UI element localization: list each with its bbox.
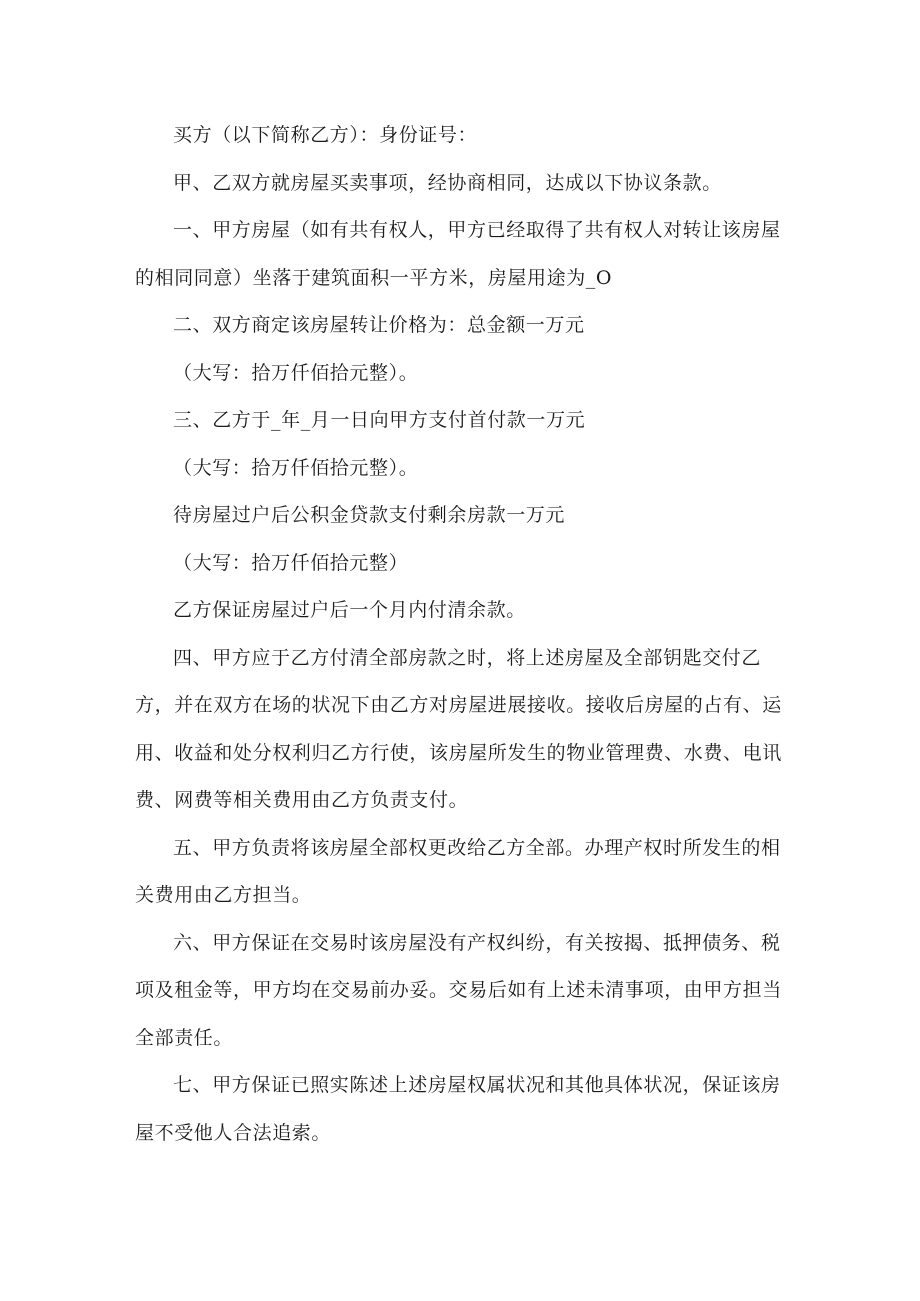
- paragraph-clause-2-amount: （大写：拾万仟佰拾元整）。: [173, 361, 419, 384]
- paragraph-clause-5: 五、甲方负责将该房屋全部权更改给乙方全部。办理产权时所发生的相关费用由乙方担当。: [135, 836, 781, 906]
- paragraph-clause-6: 六、甲方保证在交易时该房屋没有产权纠纷，有关按揭、抵押债务、税项及租金等，甲方均在交易前办妥。交易后如有上述未清事项，由甲方担当全部责任。: [135, 931, 782, 1049]
- paragraph-buyer-line: 买方（以下简称乙方）：身份证号：: [173, 124, 478, 146]
- paragraph-clause-1: 一、甲方房屋（如有共有权人，甲方已经取得了共有权人对转让该房屋的相同同意）坐落于建筑面积一平方米，房屋用途为_O: [135, 219, 781, 289]
- paragraph-clause-2: 二、双方商定该房屋转让价格为：总金额一万元: [173, 314, 585, 336]
- paragraph-agreement-intro: 甲、乙双方就房屋买卖事项，经协商相同，达成以下协议条款。: [173, 171, 722, 194]
- paragraph-payment-guarantee: 乙方保证房屋过户后一个月内付清余款。: [173, 599, 526, 621]
- paragraph-remaining-amount: （大写：拾万仟佰拾元整）: [173, 551, 409, 574]
- document-body: [135, 112, 785, 1157]
- paragraph-clause-7: 七、甲方保证已照实陈述上述房屋权属状况和其他具体状况，保证该房屋不受他人合法追索。: [135, 1074, 781, 1144]
- paragraph-clause-4: 四、甲方应于乙方付清全部房款之时，将上述房屋及全部钥匙交付乙方，并在双方在场的状况下由乙方对房屋进展接收。接收后房屋的占有、运用、收益和处分权利归乙方行使，该房屋所发生的物业管理费、水费、电讯费、网费等相关费用由乙方负责支付。: [135, 646, 782, 811]
- paragraph-clause-3: 三、乙方于_年_月一日向甲方支付首付款一万元: [173, 409, 586, 431]
- paragraph-remaining-payment: 待房屋过户后公积金贷款支付剩余房款一万元: [173, 504, 566, 526]
- paragraph-clause-3-amount: （大写：拾万仟佰拾元整）。: [173, 456, 419, 479]
